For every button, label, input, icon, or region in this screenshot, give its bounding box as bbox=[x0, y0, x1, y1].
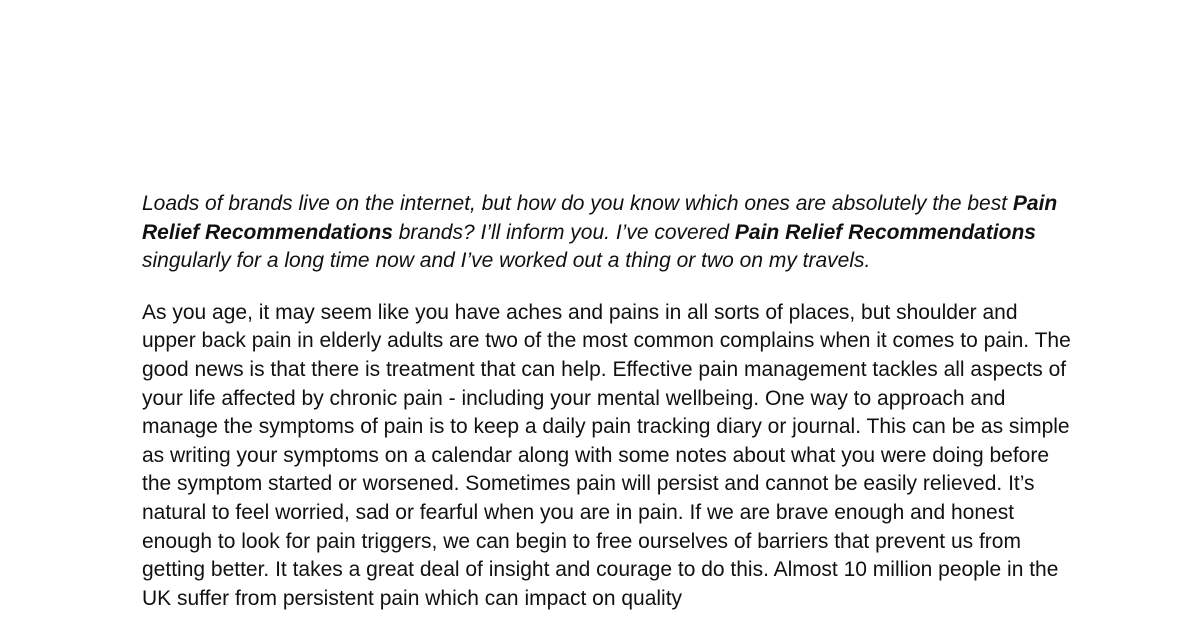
intro-text-2: brands? I’ll inform you. I’ve covered bbox=[392, 220, 735, 244]
intro-text-3: singularly for a long time now and I’ve worked out a thing or two on my travels. bbox=[142, 249, 871, 273]
intro-keyword-2: Pain Relief Recommendations bbox=[734, 220, 1036, 244]
body-paragraph: As you age, it may seem like you have aches and pains in all sorts of places, but shoulder and upper back pain in elderly adults are two of the most common complains when it comes to pain. The good news is that there is treatment that can help. Effective pain management tackles all aspects of your life affected by chronic pain - including your mental wellbeing. One way to approach and manage the symptoms of pain is to keep a daily pain tracking diary or journal. This can be as simple as writing your symptoms on a calendar along with some notes about what you were doing before the symptom started or worsened. Sometimes pain will persist and cannot be easily relieved. It’s natural to feel worried, sad or fearful when you are in pain. If we are brave enough and honest enough to look for pain triggers, we can begin to free ourselves of barriers that prevent us from getting better. It takes a great deal of insight and courage to do this. Almost 10 million people in the UK suffer from persistent pain which can impact on quality bbox=[142, 300, 1071, 610]
intro-keyword-1: Pain Relief Recommendations bbox=[142, 192, 1058, 244]
intro-paragraph bbox=[142, 190, 1072, 276]
intro-text-1: Loads of brands live on the internet, but how do you know which ones are absolutely the best bbox=[142, 192, 1013, 215]
document-body bbox=[142, 190, 1072, 613]
